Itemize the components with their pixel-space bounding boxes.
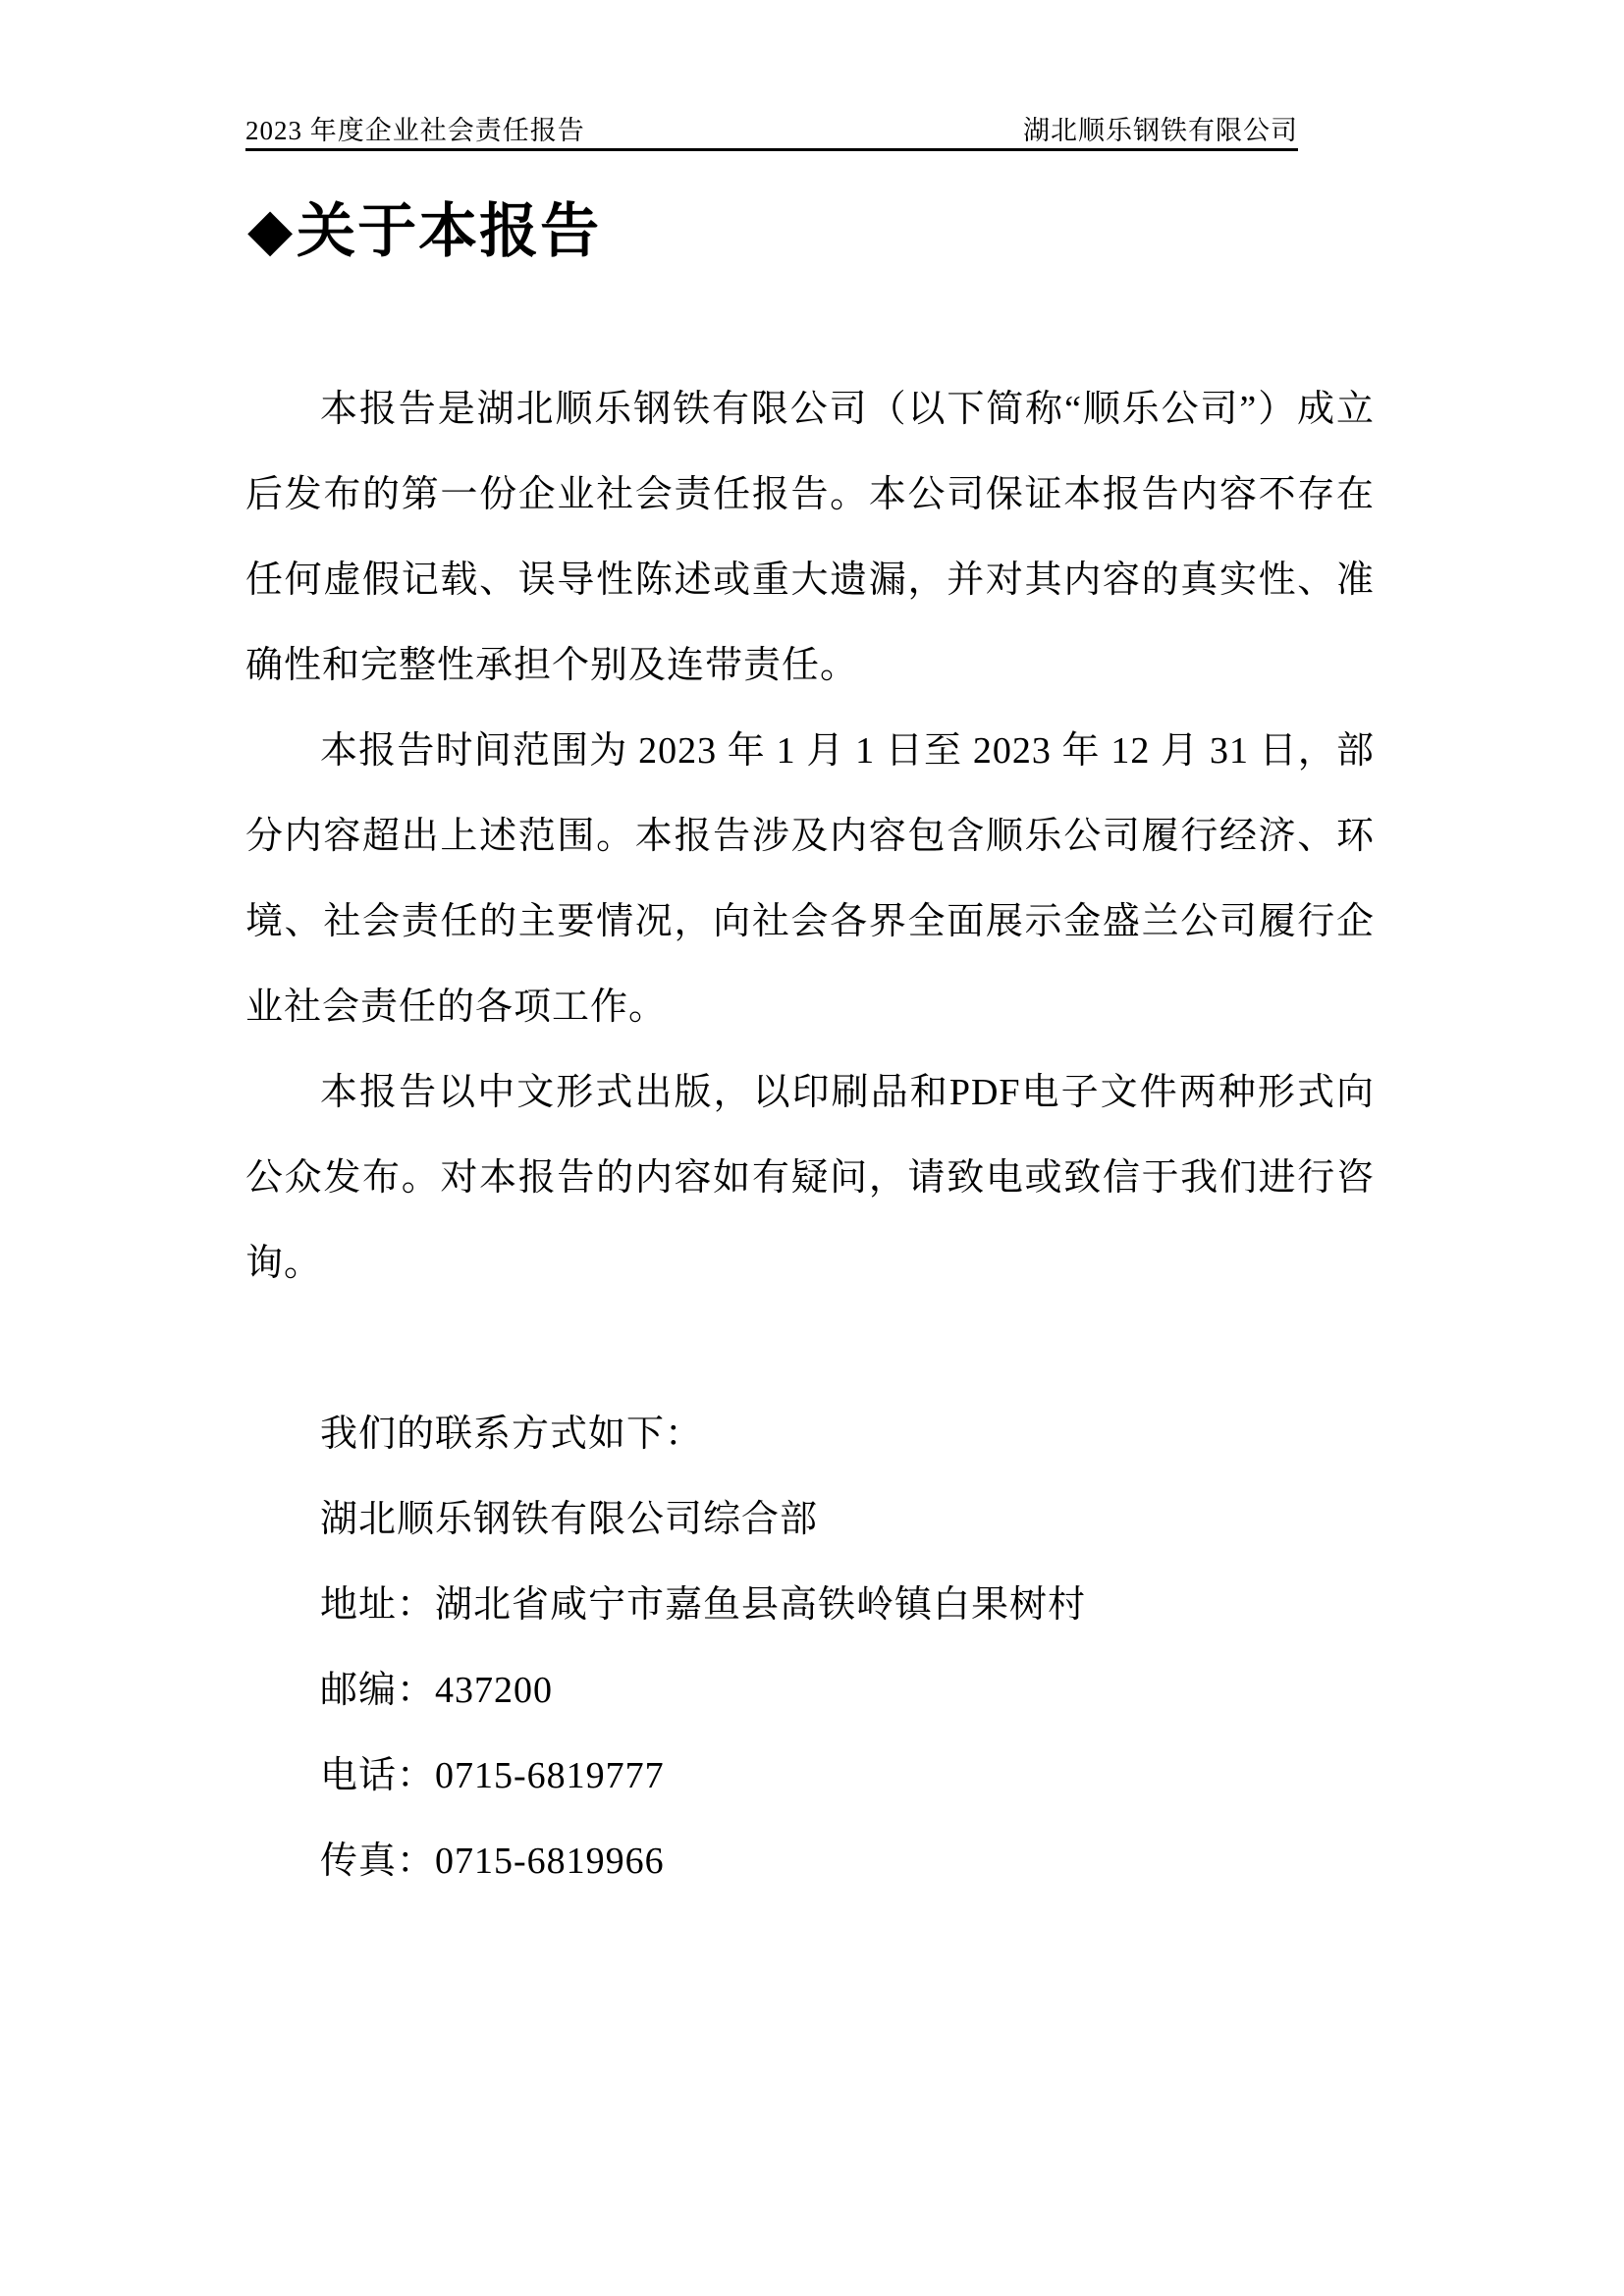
page-header <box>245 116 1298 151</box>
blank-line-spacer <box>245 1307 1375 1392</box>
body-paragraph: 本报告是湖北顺乐钢铁有限公司（以下简称“顺乐公司”）成立后发布的第一份企业社会责任报告。本公司保证本报告内容不存在任何虚假记载、误导性陈述或重大遗漏，并对其内容的真实性、准确性和完整性承担个别及连带责任。 <box>245 389 1375 686</box>
contact-department: 湖北顺乐钢铁有限公司综合部 <box>320 1499 819 1540</box>
contact-fax: 传真：0715-6819966 <box>320 1841 665 1882</box>
contact-phone: 电话：0715-6819777 <box>320 1755 665 1796</box>
body-paragraph: 本报告以中文形式出版，以印刷品和PDF电子文件两种形式向公众发布。对本报告的内容如有疑问，请致电或致信于我们进行咨询。 <box>245 1072 1375 1284</box>
header-report-title: 2023 年度企业社会责任报告 <box>245 116 585 145</box>
section-title <box>247 196 601 267</box>
contact-intro: 我们的联系方式如下： <box>320 1414 704 1455</box>
document-body <box>245 367 1375 1904</box>
body-paragraph: 本报告时间范围为 2023 年 1 月 1 日至 2023 年 12 月 31 日，部分内容超出上述范围。本报告涉及内容包含顺乐公司履行经济、环境、社会责任的主要情况，向社会各界全面展示金盛兰公司履行企业社会责任的各项工作。 <box>245 730 1375 1028</box>
section-title-text: 关于本报告 <box>297 199 602 264</box>
diamond-bullet-icon: ◆ <box>247 197 296 262</box>
contact-postcode: 邮编：437200 <box>320 1670 554 1711</box>
header-company-name: 湖北顺乐钢铁有限公司 <box>1023 116 1298 145</box>
contact-address: 地址：湖北省咸宁市嘉鱼县高铁岭镇白果树村 <box>320 1584 1087 1626</box>
